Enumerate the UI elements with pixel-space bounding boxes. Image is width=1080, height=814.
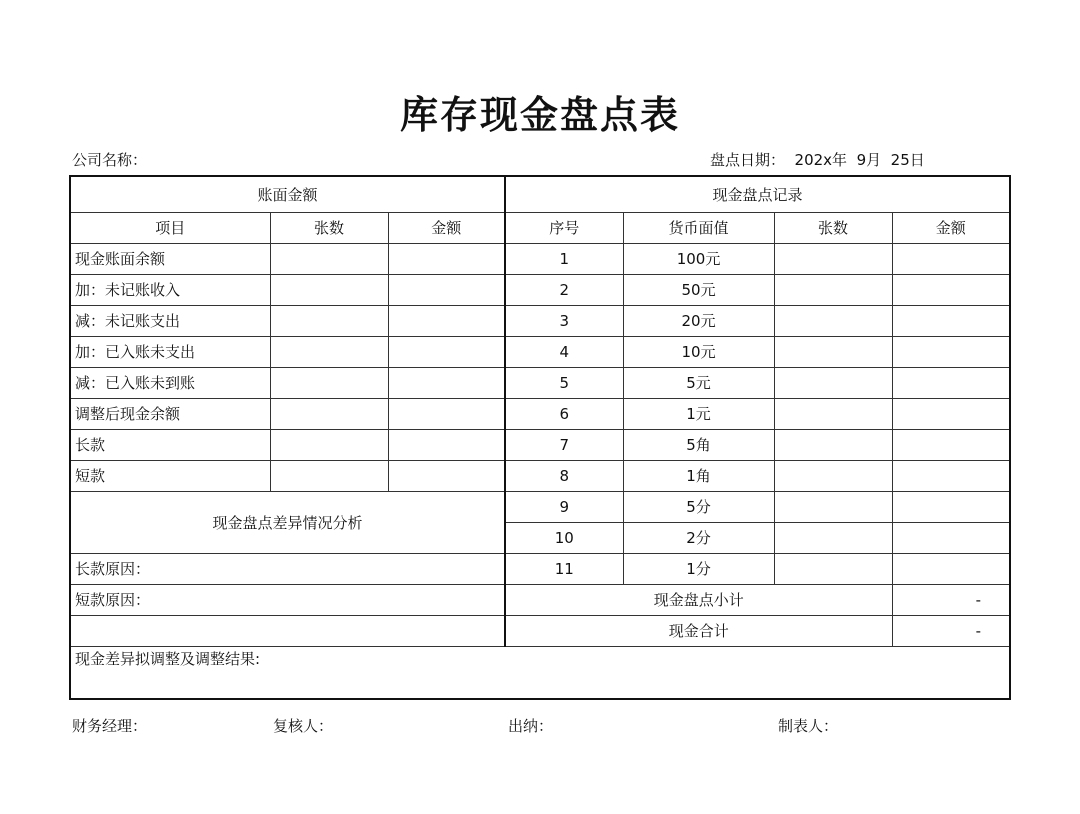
header-right-amount: 金额 xyxy=(892,213,1010,244)
left-count-cell[interactable] xyxy=(270,337,388,368)
left-count-cell[interactable] xyxy=(270,461,388,492)
left-amount-cell[interactable] xyxy=(388,368,505,399)
left-amount-cell[interactable] xyxy=(388,306,505,337)
right-count-cell[interactable] xyxy=(774,399,892,430)
left-amount-cell[interactable] xyxy=(388,337,505,368)
left-count-cell[interactable] xyxy=(270,399,388,430)
denomination-cell: 50元 xyxy=(623,275,774,306)
serial-no-cell: 1 xyxy=(505,244,623,275)
section-header-row xyxy=(70,176,1010,213)
left-count-cell[interactable] xyxy=(270,244,388,275)
table-row xyxy=(70,616,1010,647)
right-amount-cell[interactable] xyxy=(892,306,1010,337)
cashier-label: 出纳： xyxy=(508,717,554,735)
shortage-reason-continued-cell[interactable] xyxy=(70,616,505,647)
item-label: 加：已入账未支出 xyxy=(70,337,270,368)
reviewer-label: 复核人： xyxy=(273,717,334,735)
subtotal-value: - xyxy=(892,585,1010,616)
table-row xyxy=(70,275,1010,306)
column-header-row xyxy=(70,213,1010,244)
table-row xyxy=(70,492,1010,523)
right-amount-cell[interactable] xyxy=(892,554,1010,585)
right-count-cell[interactable] xyxy=(774,244,892,275)
header-right-count: 张数 xyxy=(774,213,892,244)
page-title: 库存现金盘点表 xyxy=(399,93,680,137)
right-amount-cell[interactable] xyxy=(892,523,1010,554)
left-amount-cell[interactable] xyxy=(388,430,505,461)
item-label: 减：已入账未到账 xyxy=(70,368,270,399)
right-count-cell[interactable] xyxy=(774,523,892,554)
cash-count-record-section-title: 现金盘点记录 xyxy=(505,176,1010,213)
serial-no-cell: 2 xyxy=(505,275,623,306)
variance-analysis-label: 现金盘点差异情况分析 xyxy=(70,492,505,554)
denomination-cell: 10元 xyxy=(623,337,774,368)
right-amount-cell[interactable] xyxy=(892,492,1010,523)
cash-count-table xyxy=(69,175,1011,700)
serial-no-cell: 8 xyxy=(505,461,623,492)
right-count-cell[interactable] xyxy=(774,430,892,461)
right-count-cell[interactable] xyxy=(774,554,892,585)
serial-no-cell: 11 xyxy=(505,554,623,585)
header-left-count: 张数 xyxy=(270,213,388,244)
serial-no-cell: 6 xyxy=(505,399,623,430)
serial-no-cell: 3 xyxy=(505,306,623,337)
header-item: 项目 xyxy=(70,213,270,244)
table-row xyxy=(70,368,1010,399)
total-label: 现金合计 xyxy=(505,616,892,647)
right-amount-cell[interactable] xyxy=(892,275,1010,306)
right-count-cell[interactable] xyxy=(774,337,892,368)
denomination-cell: 1元 xyxy=(623,399,774,430)
table-row xyxy=(70,554,1010,585)
header-serial-no: 序号 xyxy=(505,213,623,244)
item-label: 现金账面余额 xyxy=(70,244,270,275)
right-count-cell[interactable] xyxy=(774,492,892,523)
table-row xyxy=(70,461,1010,492)
preparer-label: 制表人： xyxy=(778,717,839,735)
book-amount-section-title: 账面金额 xyxy=(70,176,505,213)
table-row xyxy=(70,244,1010,275)
total-value: - xyxy=(892,616,1010,647)
header-left-amount: 金额 xyxy=(388,213,505,244)
item-label: 减：未记账支出 xyxy=(70,306,270,337)
table-row xyxy=(70,306,1010,337)
count-date-label: 盘点日期： 202x年 9月 25日 xyxy=(710,151,925,169)
company-name-label: 公司名称： xyxy=(72,151,148,169)
serial-no-cell: 5 xyxy=(505,368,623,399)
left-amount-cell[interactable] xyxy=(388,461,505,492)
shortage-reason-label[interactable]: 短款原因： xyxy=(70,585,505,616)
right-count-cell[interactable] xyxy=(774,368,892,399)
subtotal-label: 现金盘点小计 xyxy=(505,585,892,616)
left-count-cell[interactable] xyxy=(270,368,388,399)
item-label: 长款 xyxy=(70,430,270,461)
table-row xyxy=(70,399,1010,430)
denomination-cell: 5元 xyxy=(623,368,774,399)
denomination-cell: 20元 xyxy=(623,306,774,337)
table-row xyxy=(70,585,1010,616)
left-amount-cell[interactable] xyxy=(388,275,505,306)
left-amount-cell[interactable] xyxy=(388,399,505,430)
denomination-cell: 100元 xyxy=(623,244,774,275)
serial-no-cell: 10 xyxy=(505,523,623,554)
header-denomination: 货币面值 xyxy=(623,213,774,244)
denomination-cell: 5角 xyxy=(623,430,774,461)
right-count-cell[interactable] xyxy=(774,275,892,306)
item-label: 调整后现金余额 xyxy=(70,399,270,430)
right-count-cell[interactable] xyxy=(774,306,892,337)
table-row xyxy=(70,647,1010,700)
right-amount-cell[interactable] xyxy=(892,461,1010,492)
right-amount-cell[interactable] xyxy=(892,430,1010,461)
denomination-cell: 2分 xyxy=(623,523,774,554)
serial-no-cell: 7 xyxy=(505,430,623,461)
serial-no-cell: 4 xyxy=(505,337,623,368)
table-row xyxy=(70,430,1010,461)
overage-reason-label[interactable]: 长款原因： xyxy=(70,554,505,585)
right-count-cell[interactable] xyxy=(774,461,892,492)
left-amount-cell[interactable] xyxy=(388,244,505,275)
denomination-cell: 1分 xyxy=(623,554,774,585)
right-amount-cell[interactable] xyxy=(892,399,1010,430)
right-amount-cell[interactable] xyxy=(892,244,1010,275)
finance-manager-label: 财务经理： xyxy=(72,717,148,735)
right-amount-cell[interactable] xyxy=(892,368,1010,399)
serial-no-cell: 9 xyxy=(505,492,623,523)
left-count-cell[interactable] xyxy=(270,430,388,461)
denomination-cell: 5分 xyxy=(623,492,774,523)
table-row xyxy=(70,337,1010,368)
item-label: 短款 xyxy=(70,461,270,492)
left-count-cell[interactable] xyxy=(270,306,388,337)
right-amount-cell[interactable] xyxy=(892,337,1010,368)
adjustment-result-label[interactable]: 现金差异拟调整及调整结果: xyxy=(70,647,1010,700)
denomination-cell: 1角 xyxy=(623,461,774,492)
left-count-cell[interactable] xyxy=(270,275,388,306)
item-label: 加：未记账收入 xyxy=(70,275,270,306)
